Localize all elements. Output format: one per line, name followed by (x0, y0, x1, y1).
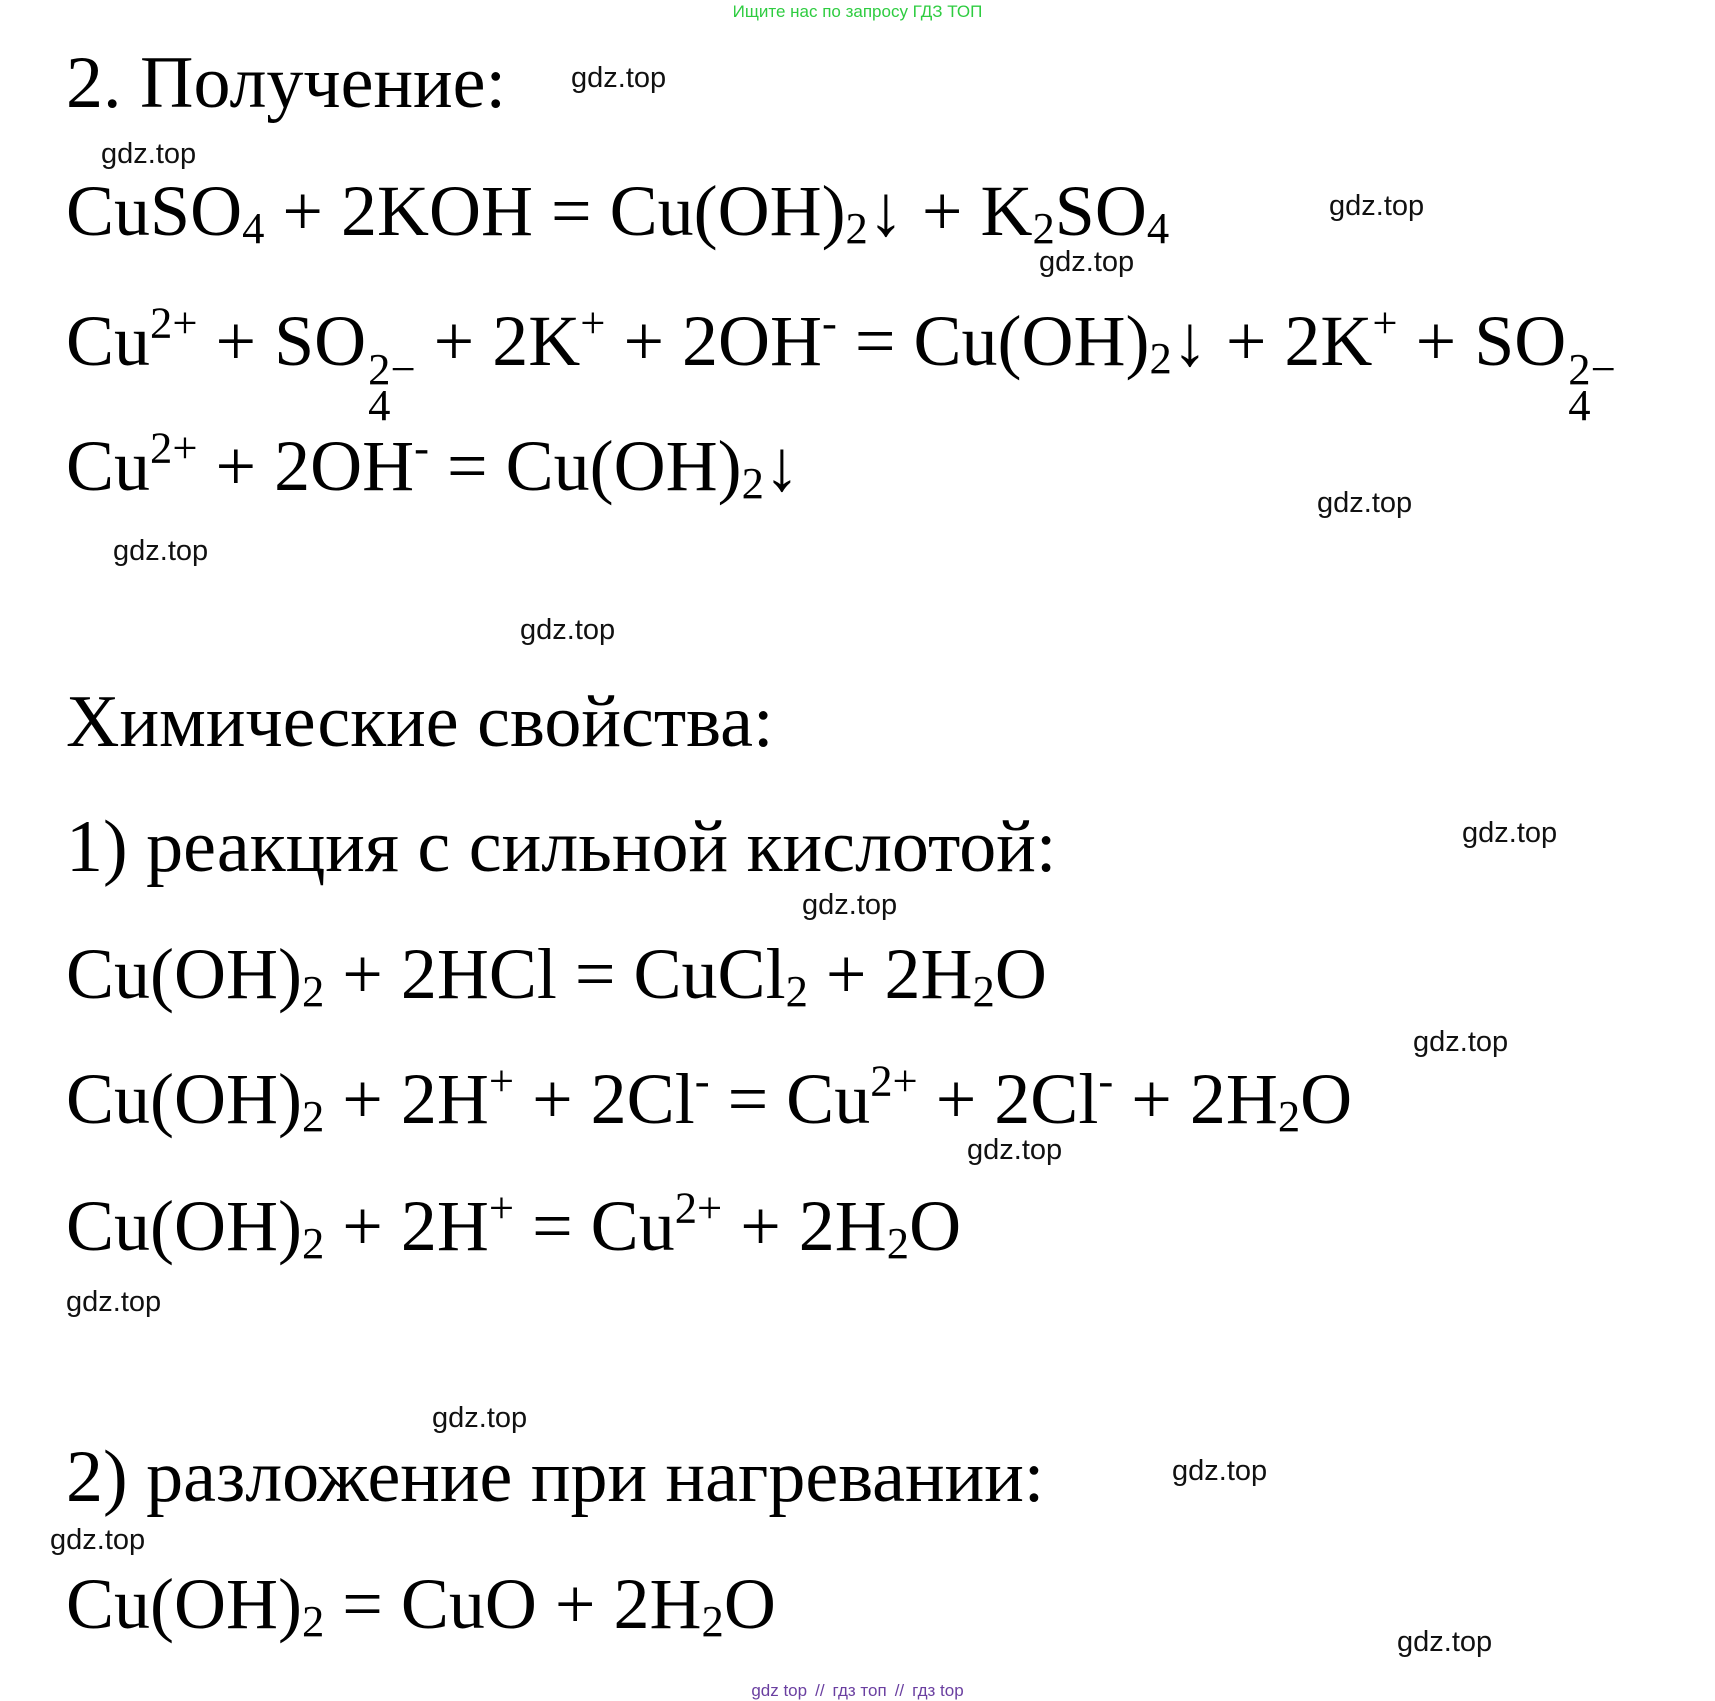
watermark: gdz.top (1039, 246, 1135, 278)
bottom-banner-separator: // (815, 1681, 825, 1700)
watermark: gdz.top (1329, 190, 1425, 222)
watermark: gdz.top (1413, 1026, 1509, 1058)
watermark: gdz.top (802, 889, 898, 921)
equation-3-decomposition: $Cu(OH)_2$ = CuO + $2H_2O$ (66, 1564, 776, 1647)
watermark: gdz.top (66, 1286, 162, 1318)
bottom-banner-separator: // (894, 1681, 905, 1700)
bottom-banner-item: гдз топ (832, 1681, 887, 1700)
watermark: gdz.top (432, 1402, 528, 1434)
watermark: gdz.top (967, 1134, 1063, 1166)
equation-2-short-ionic: $Cu(OH)_2 + 2H^+ = Cu^{2+} + 2H_2O$ (66, 1182, 962, 1269)
watermark: gdz.top (1462, 817, 1558, 849)
bottom-banner-item: gdz top (751, 1681, 808, 1700)
subsection-title-decomposition: 2) разложение при нагревании: (66, 1436, 1045, 1518)
bottom-banner (0, 1681, 1715, 1701)
equation-1-full-ionic: $Cu^{2+}$ + SO 2− 4 + $2K^+ + 2OH^- = Cu(OH)_2↓ + 2K^+$ + SO 2− 4 (66, 297, 1616, 431)
equation-2-full-ionic: $Cu(OH)_2 + 2H^+ + 2Cl^- = Cu^{2+} + 2Cl^- + 2H_2O$ (66, 1055, 1353, 1142)
equation-1-molecular: CuSO$_4$ + $2KOH = Cu(OH)_2↓ + K_2SO_4$ (66, 171, 1170, 254)
equation-1-short-ionic: $Cu^{2+} + 2OH^-$ = $Cu(OH)_2↓$ (66, 422, 800, 509)
watermark: gdz.top (1397, 1626, 1493, 1658)
watermark: gdz.top (520, 614, 616, 646)
top-banner: Ищите нас по запросу ГДЗ ТОП (732, 2, 983, 21)
subsection-title-acid-reaction: 1) реакция с сильной кислотой: (66, 806, 1057, 888)
section-title-obtaining: 2. Получение: (66, 42, 507, 124)
watermark: gdz.top (50, 1524, 146, 1556)
watermark: gdz.top (571, 62, 667, 94)
watermark: gdz.top (101, 138, 197, 170)
bottom-banner-item: гдз top (912, 1681, 964, 1700)
section-title-chemical-properties: Химические свойства: (66, 681, 774, 763)
watermark: gdz.top (1172, 1455, 1268, 1487)
equation-2-molecular: $Cu(OH)_2 + 2HCl$ = CuCl$_2$ + $2H_2O$ (66, 934, 1047, 1017)
watermark: gdz.top (1317, 487, 1413, 519)
watermark: gdz.top (113, 535, 209, 567)
